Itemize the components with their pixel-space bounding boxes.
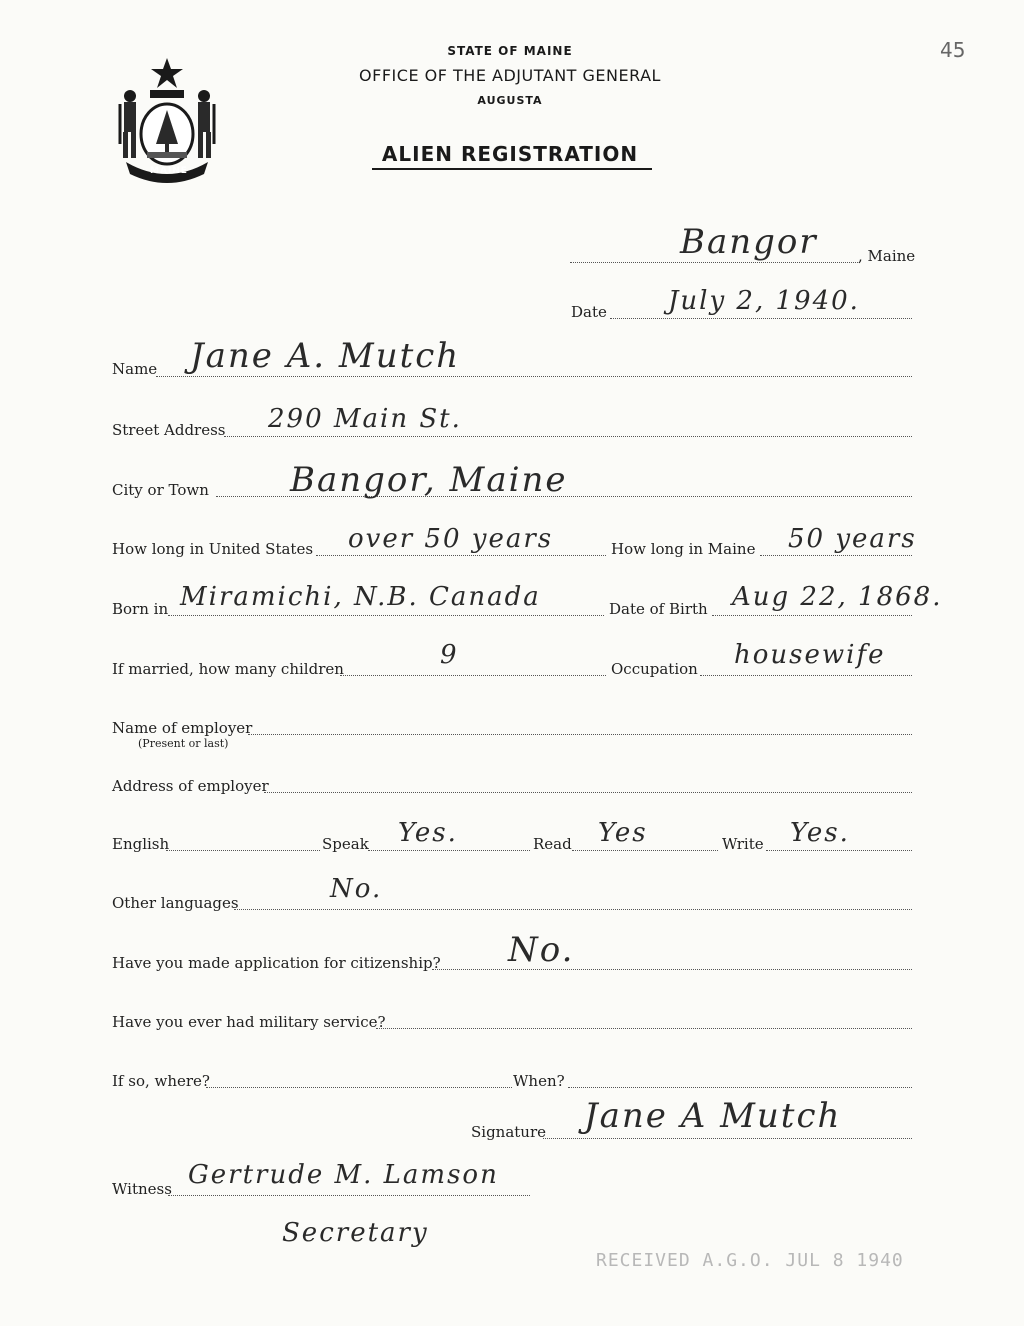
us-duration-line — [316, 555, 606, 556]
street-line — [224, 436, 912, 437]
witness-label: Witness — [112, 1180, 172, 1198]
town-value: Bangor — [680, 222, 818, 262]
witness-title: Secretary — [282, 1218, 429, 1248]
citizenship-value: No. — [508, 930, 575, 970]
occupation-label: Occupation — [611, 660, 698, 678]
write-value: Yes. — [790, 818, 850, 848]
military-label: Have you ever had military service? — [112, 1013, 386, 1031]
write-line — [766, 850, 912, 851]
military-line — [376, 1028, 912, 1029]
speak-value: Yes. — [398, 818, 458, 848]
maine-duration-label: How long in Maine — [611, 540, 756, 558]
employer-name-label: Name of employer — [112, 719, 253, 737]
where-label: If so, where? — [112, 1072, 210, 1090]
employer-address-label: Address of employer — [112, 777, 269, 795]
witness-value: Gertrude M. Lamson — [188, 1160, 499, 1190]
english-label: English — [112, 835, 170, 853]
english-line — [166, 850, 320, 851]
witness-line — [168, 1195, 530, 1196]
street-value: 290 Main St. — [268, 404, 462, 434]
where-line — [206, 1087, 512, 1088]
when-line — [568, 1087, 912, 1088]
citizenship-label: Have you made application for citizenship? — [112, 954, 441, 972]
name-value: Jane A. Mutch — [190, 336, 461, 376]
maine-duration-value: 50 years — [788, 524, 917, 554]
maine-duration-line — [760, 555, 912, 556]
read-value: Yes — [598, 818, 648, 848]
seal-scroll-text: MAINE — [150, 166, 188, 176]
header-state: STATE OF MAINE — [447, 44, 573, 58]
header-office: OFFICE OF THE ADJUTANT GENERAL — [359, 66, 661, 85]
read-line — [572, 850, 718, 851]
children-value: 9 — [440, 640, 459, 670]
children-line — [340, 675, 606, 676]
title-underline — [372, 168, 652, 170]
city-label: City or Town — [112, 481, 209, 499]
received-stamp: RECEIVED A.G.O. JUL 8 1940 — [596, 1250, 904, 1271]
other-languages-line — [234, 909, 912, 910]
other-languages-value: No. — [330, 874, 383, 904]
dob-label: Date of Birth — [609, 600, 708, 618]
town-line — [570, 262, 860, 263]
date-line — [610, 318, 912, 319]
employer-name-line — [248, 734, 912, 735]
name-line — [156, 376, 912, 377]
street-label: Street Address — [112, 421, 226, 439]
header-city: AUGUSTA — [477, 94, 543, 107]
name-label: Name — [112, 360, 158, 378]
speak-label: Speak — [322, 835, 369, 853]
employer-address-line — [264, 792, 912, 793]
page-number: 45 — [940, 38, 966, 62]
dob-line — [712, 615, 912, 616]
when-label: When? — [513, 1072, 565, 1090]
citizenship-line — [432, 969, 912, 970]
page-title: ALIEN REGISTRATION — [381, 142, 639, 166]
other-languages-label: Other languages — [112, 894, 239, 912]
born-in-label: Born in — [112, 600, 169, 618]
town-suffix: , Maine — [858, 247, 916, 265]
occupation-value: housewife — [734, 640, 886, 670]
employer-name-sublabel: (Present or last) — [138, 737, 229, 750]
maine-state-seal-icon — [112, 54, 222, 184]
born-in-line — [168, 615, 604, 616]
us-duration-value: over 50 years — [348, 524, 554, 554]
signature-label: Signature — [471, 1123, 547, 1141]
occupation-line — [700, 675, 912, 676]
dob-value: Aug 22, 1868. — [732, 582, 943, 612]
speak-line — [368, 850, 530, 851]
read-label: Read — [533, 835, 572, 853]
children-label: If married, how many children — [112, 660, 344, 678]
signature-value: Jane A Mutch — [584, 1096, 842, 1136]
write-label: Write — [722, 835, 764, 853]
signature-line — [543, 1138, 912, 1139]
us-duration-label: How long in United States — [112, 540, 314, 558]
date-value: July 2, 1940. — [668, 286, 860, 316]
city-value: Bangor, Maine — [290, 460, 568, 500]
born-in-value: Miramichi, N.B. Canada — [180, 582, 541, 612]
date-label: Date — [571, 303, 607, 321]
